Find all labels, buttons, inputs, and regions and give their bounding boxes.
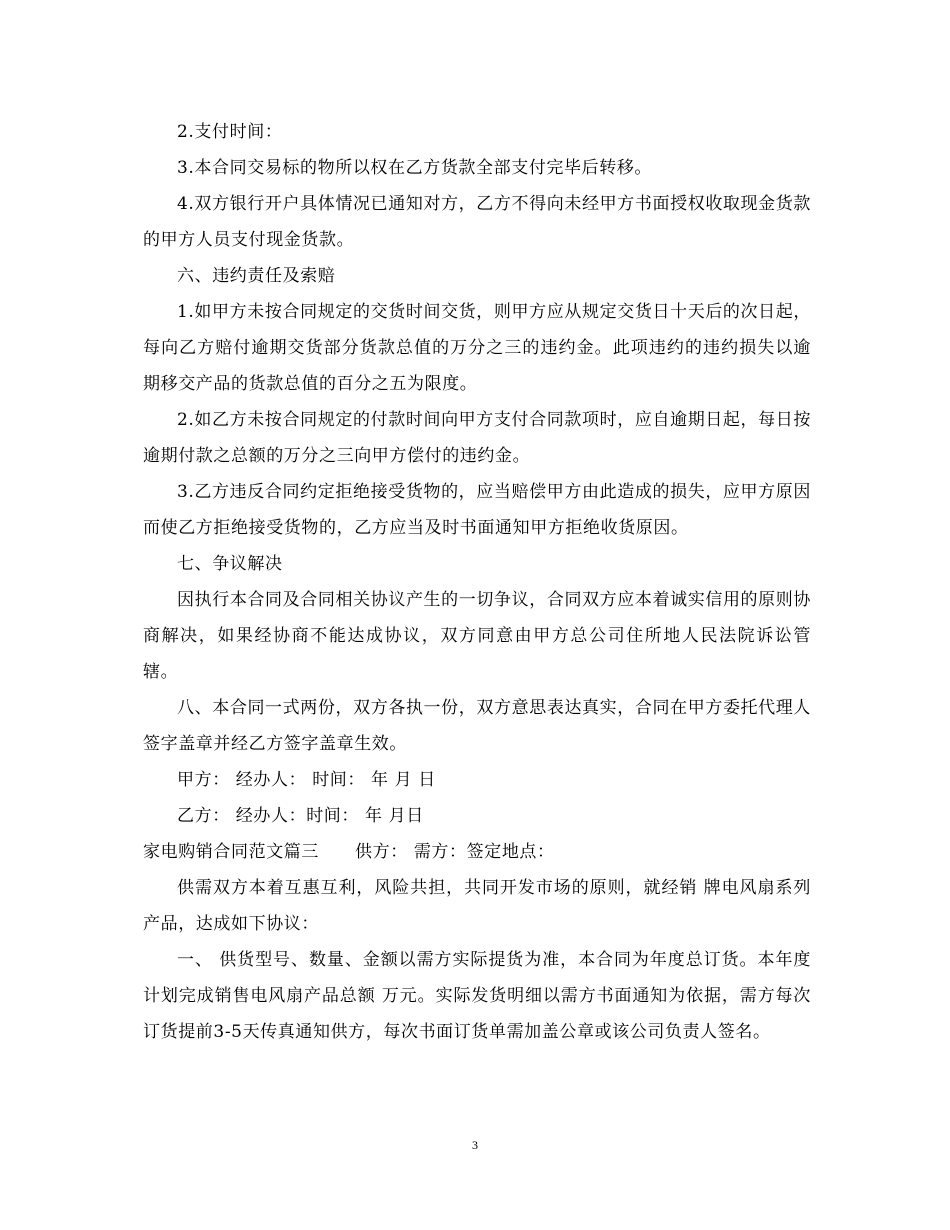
contract-title-three: 家电购销合同范文篇三 供方： 需方：签定地点： xyxy=(143,842,555,862)
paragraph-refusal-goods: 3.乙方违反合同约定拒绝接受货物的，应当赔偿甲方由此造成的损失，应甲方原因而使乙方拒绝接受货物的，乙方应当及时书面通知甲方拒绝收货原因。 xyxy=(143,482,811,538)
document-body xyxy=(143,114,811,1050)
paragraph-dispute-resolution: 因执行本合同及合同相关协议产生的一切争议，合同双方应本着诚实信用的原则协商解决，如果经协商不能达成协议，双方同意由甲方总公司住所地人民法院诉讼管辖。 xyxy=(143,590,811,682)
paragraph-breach-party-b: 2.如乙方未按合同规定的付款时间向甲方支付合同款项时，应自逾期日起，每日按逾期付款之总额的万分之三向甲方偿付的违约金。 xyxy=(143,410,811,466)
page-number: 3 xyxy=(472,1138,478,1152)
paragraph-supply-terms: 一、 供货型号、数量、金额以需方实际提货为准，本合同为年度总订货。本年度计划完成销售电风扇产品总额 万元。实际发货明细以需方书面通知为依据，需方每次订货提前3-5天传真通知供方，每次书面订货单需加盖公章或该公司负责人签名。 xyxy=(143,950,811,1042)
signature-party-a: 甲方： 经办人： 时间： 年 月 日 xyxy=(177,770,436,790)
paragraph-agreement-intro: 供需双方本着互惠互利，风险共担，共同开发市场的原则，就经销 牌电风扇系列产品，达成如下协议： xyxy=(143,878,811,934)
paragraph-bank-account: 4.双方银行开户具体情况已通知对方，乙方不得向未经甲方书面授权收取现金货款的甲方人员支付现金货款。 xyxy=(143,194,811,250)
paragraph-breach-party-a: 1.如甲方未按合同规定的交货时间交货，则甲方应从规定交货日十天后的次日起，每向乙方赔付逾期交货部分货款总值的万分之三的违约金。此项违约的违约损失以逾期移交产品的货款总值的百分之五为限度。 xyxy=(143,302,811,394)
section-heading-dispute: 七、争议解决 xyxy=(177,554,283,574)
paragraph-payment-time: 2.支付时间： xyxy=(177,122,283,142)
section-heading-breach: 六、违约责任及索赔 xyxy=(177,266,336,286)
signature-party-b: 乙方： 经办人：时间： 年 月日 xyxy=(177,806,424,826)
paragraph-copies: 八、本合同一式两份，双方各执一份，双方意思表达真实，合同在甲方委托代理人签字盖章并经乙方签字盖章生效。 xyxy=(143,698,811,754)
paragraph-ownership-transfer: 3.本合同交易标的物所以权在乙方货款全部支付完毕后转移。 xyxy=(177,158,653,178)
